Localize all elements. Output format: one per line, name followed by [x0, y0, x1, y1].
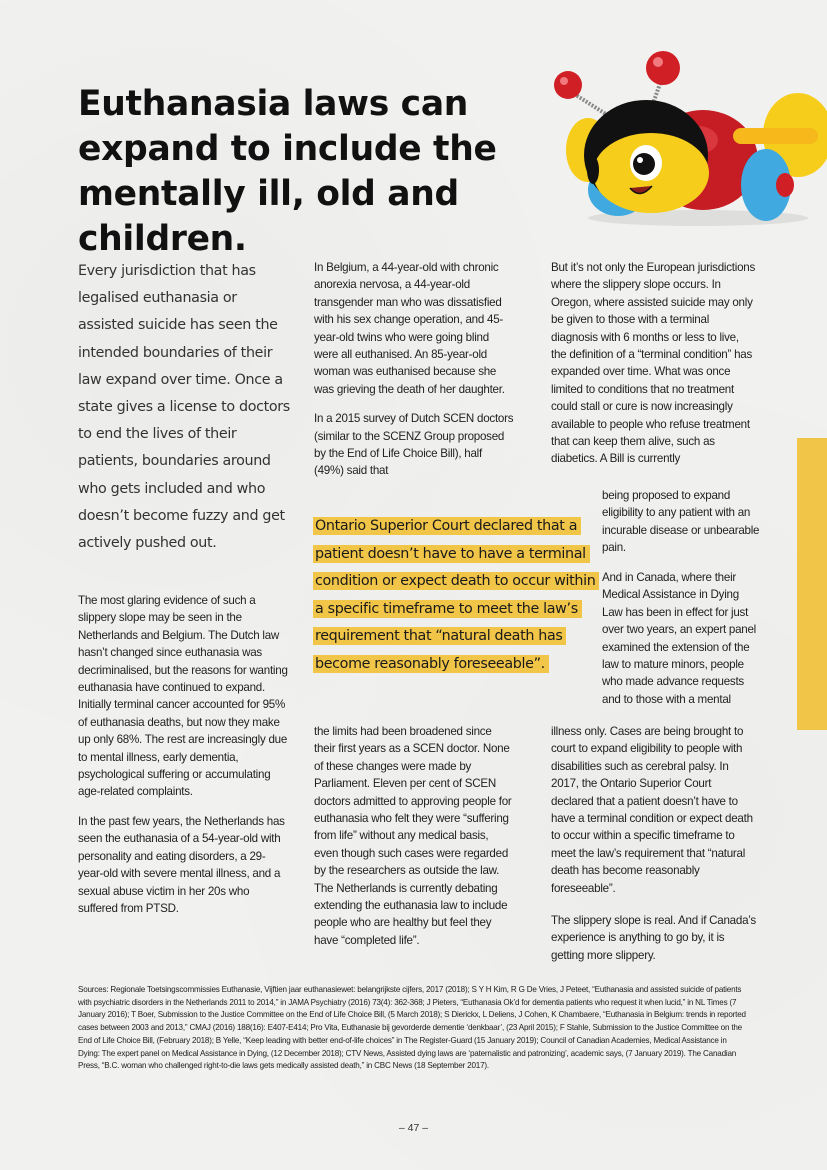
left-column	[78, 592, 288, 917]
bee-illustration-icon	[548, 40, 827, 230]
body-paragraph: In the past few years, the Netherlands has seen the euthanasia of a 54-year-old with personality and eating disorders, a 29-year-old with severe mental illness, and a sexual abuse victim in her 20s who suffered from PTSD.	[78, 814, 285, 915]
right-column-bottom	[551, 723, 756, 897]
body-paragraph: But it’s not only the European jurisdictions where the slippery slope occurs. In Oregon, where assisted suicide may only be given to those with a terminal diagnosis with 6 months or less to live, the definition of a “terminal condition” has expanded over time. What was once limited to conditions that no treatment could stall or cure is now increasingly available to people who refuse treatment that can keep them alive, such as diabetics. A Bill is currently	[551, 261, 756, 466]
body-paragraph: In Belgium, a 44-year-old with chronic anorexia nervosa, a 44-year-old transgender man who was dissatisfied with his sex change operation, and 45-year-old twins who were going blind were all euthanised. An 85-year-old woman was euthanised because she was grieving the death of her daughter.	[314, 261, 505, 396]
middle-column-bottom	[314, 723, 514, 949]
buzzy-bee-toy-image	[548, 40, 827, 230]
sources-footnote: Sources: Regionale Toetsingscommissies Euthanasie, Vijftien jaar euthanasiewet: belangrijkste cijfers, 2017 (2018); S Y H Kim, R G De Vries, J Peteet, “Euthanasia and assisted suicide of patients with psychiatric disorders in the Netherlands 2011 to 2014,” in JAMA Psychiatry (2016) 73(4): 362-368; J Pieters, “Euthanasia Ok’d for dementia patients who request it when lucid,” in NL Times (7 January 2016); T Boer, Submission to the Justice Committee on the End of Life Choice Bill, (5 March 2018); S Dierickx, L Deliens, J Cohen, K Chambaere, “Euthanasia in Belgium: trends in reported cases between 2003 and 2013,” CMAJ (2016) 188(16): E407-E414; Pro Vita, Euthanasie bij gevorderde dementie ‘denkbaar’, (23 April 2015); F Stahle, Submission to the Justice Committee on the End of Life Choice Bill, (February 2018); B Yelle, “Keep leading with better end-of-life choices” in The Register-Guard (15 January 2019); Council of Canadian Academies, Medical Assistance in Dying: The expert panel on Medical Assistance in Dying, (12 December 2018); CTV News, Assisted dying laws are ‘paternalistic and patronizing’, academic says, (7 January 2019). The Canadian Press, “B.C. woman who challenged right-to-die laws gets medically assisted death,” in CBC News (18 September 2017).	[78, 985, 746, 1071]
page-title: Euthanasia laws can expand to include the mentally ill, old and children.	[78, 84, 497, 259]
right-column-conclusion	[551, 912, 756, 964]
page-number: – 47 –	[398, 1122, 429, 1134]
body-paragraph: In a 2015 survey of Dutch SCEN doctors (similar to the SCENZ Group proposed by the End of Life Choice Bill), half (49%) said that	[314, 412, 514, 478]
body-paragraph: being proposed to expand eligibility to any patient with an incurable disease or unbearable pain.	[602, 489, 760, 555]
intro-paragraph: Every jurisdiction that has legalised euthanasia or assisted suicide has seen the intended boundaries of their law expand over time. Once a state gives a license to doctors to end the lives of their patients, boundaries around who gets included and who doesn’t become fuzzy and get actively pushed out.	[78, 263, 290, 552]
body-paragraph: The most glaring evidence of such a slippery slope may be seen in the Netherlands and Belgium. The Dutch law hasn’t changed since euthanasia was decriminalised, but the reasons for wanting euthanasia have continued to expand. Initially terminal cancer accounted for 95% of euthanasia deaths, but now they make up only 68%. The rest are increasingly due to mental illness, early dementia, psychological suffering or accumulating age-related complaints.	[78, 594, 288, 799]
section-tab-marker	[797, 438, 827, 730]
middle-column-top	[314, 259, 514, 480]
pull-quote-text: Ontario Superior Court declared that a patient doesn’t have to have a terminal condition or expect death to occur within a specific timeframe to meet the law’s requirement that “natural death has become reasonably foreseeable”.	[313, 517, 599, 673]
right-column-indent	[602, 487, 762, 557]
body-paragraph: illness only. Cases are being brought to court to expand eligibility to people with disabilities such as cerebral palsy. In 2017, the Ontario Superior Court declared that a patient doesn’t have to have a terminal condition or expect death to occur within a specific timeframe to meet the law’s requirement that “natural death has become reasonably foreseeable”.	[551, 725, 753, 895]
right-column-top	[551, 259, 756, 468]
pull-quote	[313, 513, 603, 679]
body-paragraph: the limits had been broadened since their first years as a SCEN doctor. None of these changes were made by Parliament. Eleven per cent of SCEN doctors admitted to approving people for euthanasia who felt they were “suffering from life” without any medical basis, even though such cases were regarded by the researchers as outside the law. The Netherlands is currently debating extending the euthanasia law to include people who are healthy but feel they have “completed life”.	[314, 725, 512, 947]
body-paragraph: And in Canada, where their Medical Assistance in Dying Law has been in effect for just over two years, an expert panel examined the extension of the law to mature minors, people who made advance requests and to those with a mental	[602, 571, 757, 706]
conclusion-paragraph: The slippery slope is real. And if Canada’s experience is anything to go by, it is getting more slippery.	[551, 914, 756, 962]
right-column-indent-canada	[602, 569, 762, 708]
